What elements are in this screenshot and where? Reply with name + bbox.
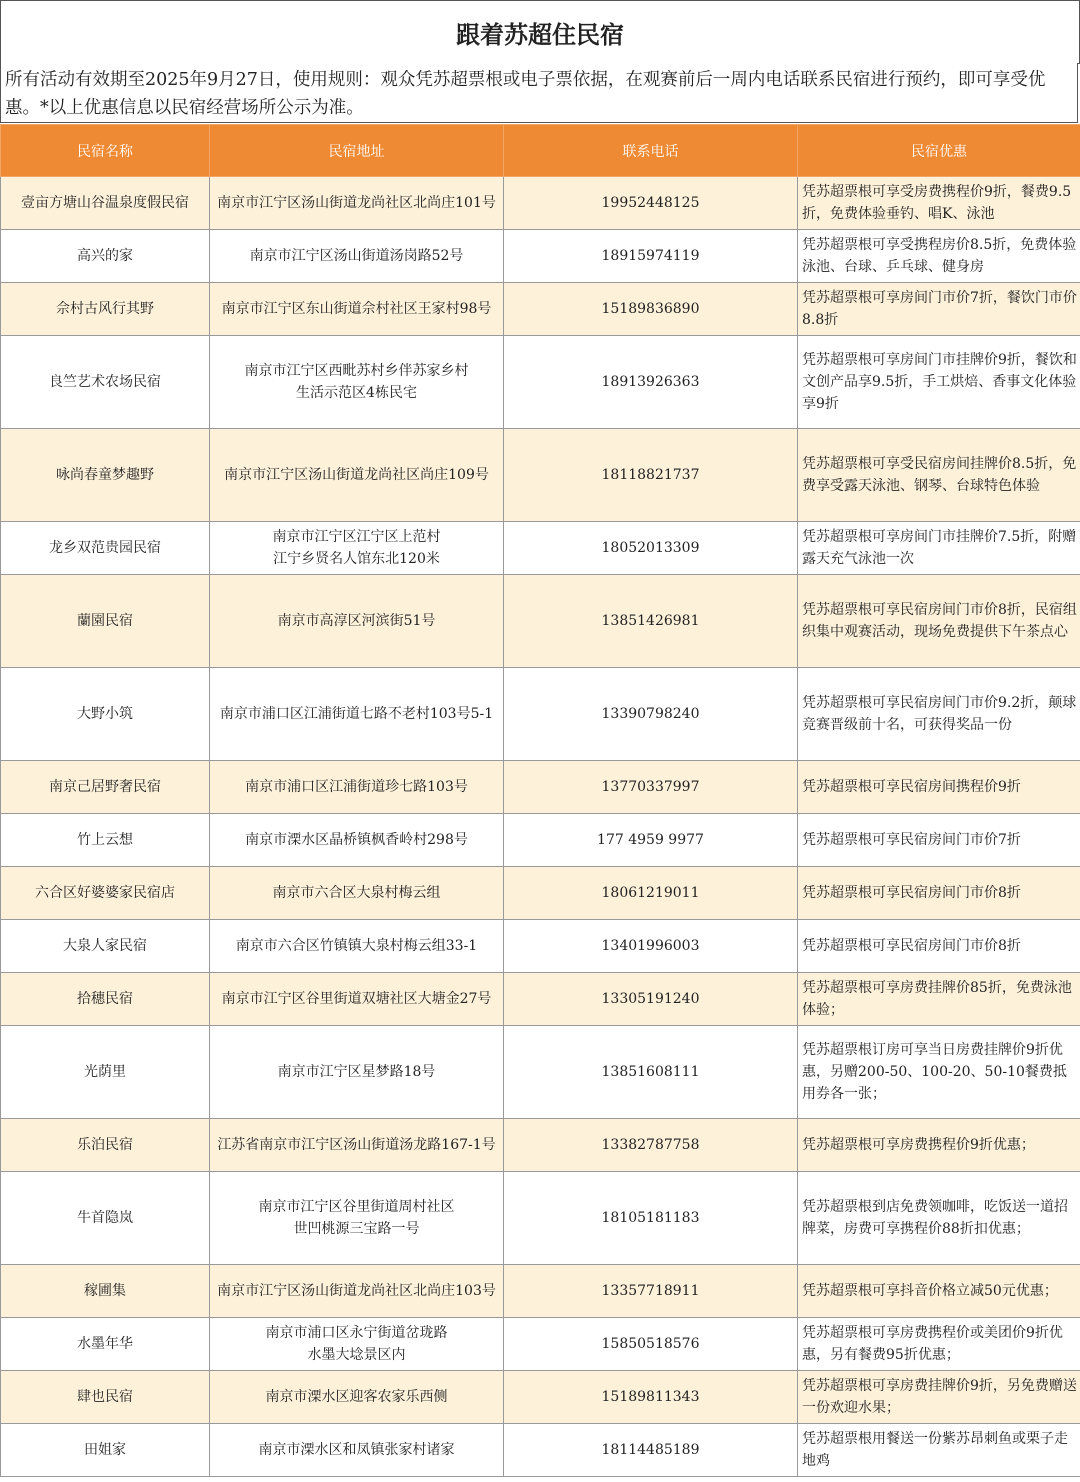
address-line: 南京市江宁区谷里街道双塘社区大塘金27号 [221,991,492,1007]
homestay-phone: 18915974119 [504,230,798,283]
address-line: 南京市溧水区迎客农家乐西侧 [265,1389,448,1405]
table-row [1,177,1080,230]
homestay-offer: 凭苏超票根可享房费挂牌价85折，免费泳池体验； [798,973,1080,1026]
address-line: 世凹桃源三宝路一号 [293,1221,420,1237]
homestay-phone: 18105181183 [504,1172,798,1265]
homestay-name: 肆也民宿 [1,1371,210,1424]
address-line: 南京市溧水区晶桥镇枫香岭村298号 [245,832,468,848]
address-line: 南京市江宁区汤山街道龙尚社区尚庄109号 [224,467,489,483]
homestay-phone: 13390798240 [504,668,798,761]
homestay-name: 佘村古风行其野 [1,283,210,336]
page-title: 跟着苏超住民宿 [0,0,1080,64]
homestay-address [210,177,504,230]
address-line: 南京市浦口区江浦街道七路不老村103号5-1 [219,706,494,722]
homestay-name: 南京己居野奢民宿 [1,761,210,814]
homestay-name: 光荫里 [1,1026,210,1119]
header-address: 民宿地址 [210,125,504,177]
homestay-phone: 15189836890 [504,283,798,336]
homestay-phone: 13851608111 [504,1026,798,1119]
homestay-phone: 177 4959 9977 [504,814,798,867]
table-row [1,920,1080,973]
homestay-phone: 15189811343 [504,1371,798,1424]
address-line: 南京市溧水区和凤镇张家村诸家 [258,1442,455,1458]
homestay-offer: 凭苏超票根可享房间门市挂牌价9折，餐饮和文创产品享9.5折，手工烘焙、香事文化体验享9折 [798,336,1080,429]
homestay-address [210,283,504,336]
table-row [1,283,1080,336]
homestay-name: 拾穗民宿 [1,973,210,1026]
homestay-offer: 凭苏超票根可享民宿房间门市价8折 [798,920,1080,973]
homestay-address [210,1026,504,1119]
address-line: 南京市江宁区汤山街道汤岗路52号 [249,248,464,264]
homestay-address [210,1371,504,1424]
homestay-phone: 18913926363 [504,336,798,429]
homestay-name: 大野小筑 [1,668,210,761]
homestay-offer: 凭苏超票根可享房费携程价或美团价9折优惠，另有餐费95折优惠； [798,1318,1080,1371]
homestay-name: 高兴的家 [1,230,210,283]
homestay-address [210,336,504,429]
homestay-offer: 凭苏超票根可享民宿房间携程价9折 [798,761,1080,814]
homestay-offer: 凭苏超票根可享受携程房价8.5折，免费体验泳池、台球、乒乓球、健身房 [798,230,1080,283]
homestay-table [0,124,1080,1477]
table-row [1,230,1080,283]
homestay-address [210,668,504,761]
homestay-name: 水墨年华 [1,1318,210,1371]
address-line: 水墨大埝景区内 [307,1347,406,1363]
homestay-address [210,230,504,283]
homestay-offer: 凭苏超票根到店免费领咖啡，吃饭送一道招牌菜，房费可享携程价88折扣优惠； [798,1172,1080,1265]
address-line: 南京市高淳区河滨街51号 [277,613,436,629]
address-line: 南京市江宁区谷里街道周村社区 [258,1199,455,1215]
table-row [1,336,1080,429]
homestay-name: 咏尚春童梦趣野 [1,429,210,522]
homestay-address [210,1119,504,1172]
homestay-address [210,1172,504,1265]
table-row [1,668,1080,761]
homestay-address [210,761,504,814]
table-row [1,867,1080,920]
homestay-name: 壹亩方塘山谷温泉度假民宿 [1,177,210,230]
homestay-name: 六合区好婆婆家民宿店 [1,867,210,920]
homestay-offer: 凭苏超票根可享房间门市价7折，餐饮门市价8.8折 [798,283,1080,336]
address-line: 南京市江宁区汤山街道龙尚社区北尚庄103号 [217,1283,496,1299]
table-row [1,1026,1080,1119]
table-row [1,1172,1080,1265]
table-row [1,814,1080,867]
homestay-address [210,867,504,920]
homestay-address [210,920,504,973]
homestay-name: 龙乡双范贵园民宿 [1,522,210,575]
header-name: 民宿名称 [1,125,210,177]
address-line: 南京市江宁区汤山街道龙尚社区北尚庄101号 [217,195,496,211]
table-row [1,1265,1080,1318]
address-line: 南京市六合区大泉村梅云组 [272,885,441,901]
homestay-address [210,1318,504,1371]
homestay-offer: 凭苏超票根可享民宿房间门市价7折 [798,814,1080,867]
homestay-phone: 19952448125 [504,177,798,230]
address-line: 南京市浦口区永宁街道岔珑路 [265,1325,448,1341]
homestay-name: 田姐家 [1,1424,210,1477]
homestay-offer: 凭苏超票根可享受房费携程价9折，餐费9.5折，免费体验垂钓、唱K、泳池 [798,177,1080,230]
homestay-name: 牛首隐岚 [1,1172,210,1265]
usage-notice: 所有活动有效期至2025年9月27日，使用规则：观众凭苏超票根或电子票依据，在观赛前后一周内电话联系民宿进行预约，即可享受优惠。*以上优惠信息以民宿经营场所公示为准。 [0,63,1078,123]
homestay-offer: 凭苏超票根订房可享当日房费挂牌价9折优惠，另赠200-50、100-20、50-10餐费抵用券各一张； [798,1026,1080,1119]
header-phone: 联系电话 [504,125,798,177]
homestay-address [210,1424,504,1477]
homestay-address [210,973,504,1026]
homestay-name: 蘭園民宿 [1,575,210,668]
homestay-phone: 18052013309 [504,522,798,575]
homestay-phone: 13770337997 [504,761,798,814]
address-line: 南京市江宁区西毗苏村乡伴苏家乡村 [244,363,469,379]
table-row [1,1371,1080,1424]
address-line: 江苏省南京市江宁区汤山街道汤龙路167-1号 [217,1137,496,1153]
homestay-offer: 凭苏超票根可享民宿房间门市价8折，民宿组织集中观赛活动，现场免费提供下午茶点心 [798,575,1080,668]
homestay-offer: 凭苏超票根可享抖音价格立减50元优惠； [798,1265,1080,1318]
homestay-phone: 18118821737 [504,429,798,522]
homestay-offer: 凭苏超票根可享民宿房间门市价9.2折，颠球竞赛晋级前十名，可获得奖品一份 [798,668,1080,761]
table-row [1,973,1080,1026]
table-header-row [1,125,1080,177]
table-row [1,429,1080,522]
table-row [1,575,1080,668]
homestay-address [210,575,504,668]
address-line: 南京市江宁区东山街道佘村社区王家村98号 [221,301,492,317]
table-row [1,1119,1080,1172]
address-line: 南京市江宁区江宁区上范村 [272,529,441,545]
table-row [1,1318,1080,1371]
address-line: 生活示范区4栋民宅 [296,385,417,401]
table-row [1,1424,1080,1477]
homestay-name: 良竺艺术农场民宿 [1,336,210,429]
homestay-address [210,814,504,867]
homestay-phone: 18061219011 [504,867,798,920]
homestay-address [210,522,504,575]
header-offer: 民宿优惠 [798,125,1080,177]
homestay-name: 乐泊民宿 [1,1119,210,1172]
address-line: 江宁乡贤名人馆东北120米 [273,551,440,567]
homestay-address [210,1265,504,1318]
homestay-phone: 13382787758 [504,1119,798,1172]
address-line: 南京市六合区竹镇镇大泉村梅云组33-1 [235,938,478,954]
homestay-offer: 凭苏超票根用餐送一份紫苏昂刺鱼或栗子走地鸡 [798,1424,1080,1477]
homestay-name: 竹上云想 [1,814,210,867]
homestay-offer: 凭苏超票根可享房费携程价9折优惠； [798,1119,1080,1172]
table-row [1,761,1080,814]
homestay-phone: 13851426981 [504,575,798,668]
homestay-phone: 13305191240 [504,973,798,1026]
homestay-address [210,429,504,522]
homestay-phone: 15850518576 [504,1318,798,1371]
homestay-phone: 18114485189 [504,1424,798,1477]
homestay-offer: 凭苏超票根可享房间门市挂牌价7.5折，附赠露天充气泳池一次 [798,522,1080,575]
homestay-offer: 凭苏超票根可享受民宿房间挂牌价8.5折，免费享受露天泳池、钢琴、台球特色体验 [798,429,1080,522]
homestay-offer: 凭苏超票根可享民宿房间门市价8折 [798,867,1080,920]
homestay-name: 稼圃集 [1,1265,210,1318]
homestay-phone: 13357718911 [504,1265,798,1318]
homestay-phone: 13401996003 [504,920,798,973]
address-line: 南京市浦口区江浦街道珍七路103号 [245,779,468,795]
homestay-offer: 凭苏超票根可享房费挂牌价9折，另免费赠送一份欢迎水果； [798,1371,1080,1424]
homestay-name: 大泉人家民宿 [1,920,210,973]
address-line: 南京市江宁区星梦路18号 [277,1064,436,1080]
table-row [1,522,1080,575]
